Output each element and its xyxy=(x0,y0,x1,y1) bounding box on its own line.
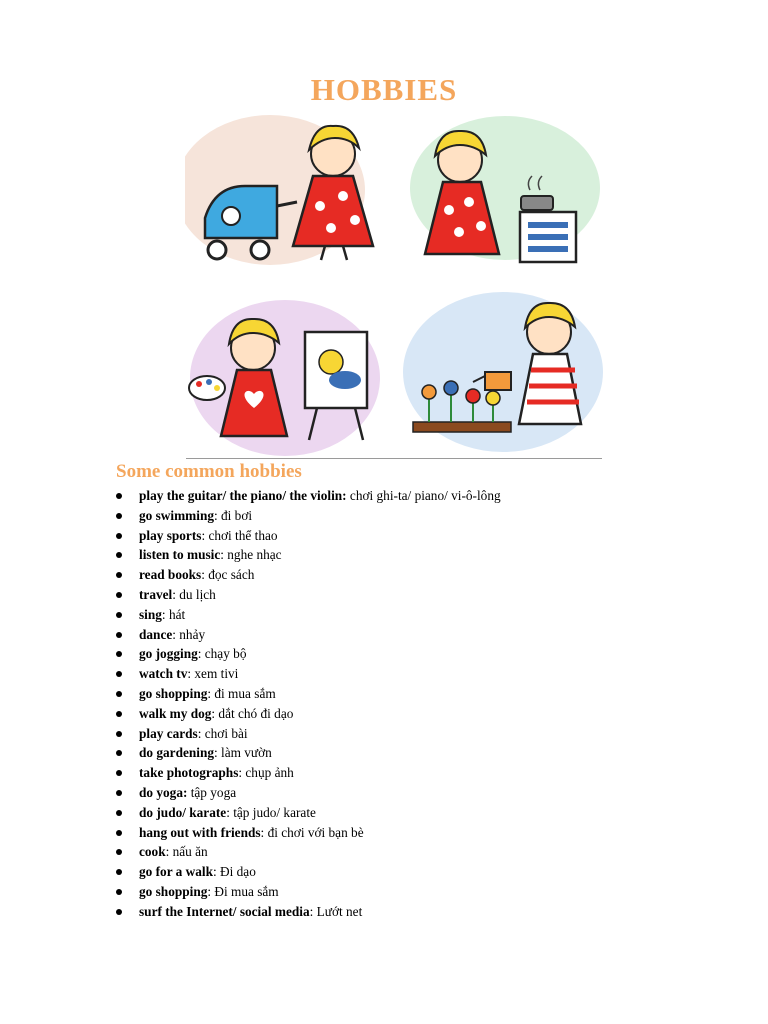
hobby-term: cook xyxy=(139,844,166,860)
bullet-icon xyxy=(116,731,122,737)
hobby-item xyxy=(116,704,501,724)
pram-girl-illustration xyxy=(185,115,373,265)
hobby-term: play the guitar/ the piano/ the violin: xyxy=(139,488,347,503)
hobby-meaning: : Đi dạo xyxy=(213,864,256,880)
hobbies-illustration xyxy=(185,110,605,460)
bullet-icon xyxy=(116,572,122,578)
hobby-term: dance xyxy=(139,626,173,642)
hobby-meaning: chơi ghi-ta/ piano/ vi-ô-lông xyxy=(346,488,501,503)
hobby-item xyxy=(116,902,501,922)
hobby-item xyxy=(116,724,501,744)
hobby-meaning: : Lướt net xyxy=(309,903,363,919)
hobby-term: do gardening xyxy=(139,745,214,761)
bullet-icon xyxy=(116,849,122,855)
hobby-meaning: : chơi thể thao xyxy=(201,527,278,543)
bullet-icon xyxy=(116,869,122,875)
cooking-girl-illustration xyxy=(410,116,600,262)
hobby-term: listen to music xyxy=(139,547,221,563)
hobby-item xyxy=(116,743,501,763)
hobby-term: go shopping xyxy=(139,883,208,899)
hobby-term: go shopping xyxy=(139,685,208,701)
hobby-item xyxy=(116,664,501,684)
hobby-term: go jogging xyxy=(139,646,198,662)
hobby-item xyxy=(116,823,501,843)
hobby-item xyxy=(116,684,501,704)
bullet-icon xyxy=(116,810,122,816)
bullet-icon xyxy=(116,493,122,499)
hobby-meaning: : chụp ảnh xyxy=(238,765,294,781)
hobby-meaning: : nghe nhạc xyxy=(220,547,282,563)
hobby-term: do yoga: xyxy=(139,784,188,800)
hobby-meaning: : du lịch xyxy=(172,586,216,602)
hobby-term: play sports xyxy=(139,527,202,543)
hobby-term: go for a walk xyxy=(139,864,213,880)
hobby-item xyxy=(116,506,501,526)
hobby-meaning: : Đi mua sắm xyxy=(207,883,279,899)
hobby-term: read books xyxy=(139,567,202,583)
hobby-meaning: : làm vườn xyxy=(214,745,272,761)
hobby-meaning: : dắt chó đi dạo xyxy=(211,705,294,721)
hobby-meaning: : đọc sách xyxy=(201,567,255,583)
hobby-term: take photographs xyxy=(139,765,239,781)
hobby-list xyxy=(116,486,501,922)
bullet-icon xyxy=(116,889,122,895)
hobby-item xyxy=(116,605,501,625)
hobby-item xyxy=(116,585,501,605)
bullet-icon xyxy=(116,533,122,539)
bullet-icon xyxy=(116,552,122,558)
hobby-item xyxy=(116,526,501,546)
section-heading: Some common hobbies xyxy=(116,461,302,482)
hobby-meaning: : chơi bài xyxy=(197,725,248,741)
hobby-item xyxy=(116,486,501,506)
hobby-term: surf the Internet/ social media xyxy=(139,903,310,919)
hobby-meaning: : chạy bộ xyxy=(197,646,247,662)
gardening-girl-illustration xyxy=(403,292,603,452)
hobby-term: walk my dog xyxy=(139,705,212,721)
hobby-item xyxy=(116,803,501,823)
hobby-meaning: : nấu ăn xyxy=(165,844,208,860)
bullet-icon xyxy=(116,592,122,598)
hobby-meaning: tập yoga xyxy=(187,784,237,800)
hobby-item xyxy=(116,644,501,664)
bullet-icon xyxy=(116,770,122,776)
bullet-icon xyxy=(116,750,122,756)
bullet-icon xyxy=(116,513,122,519)
bullet-icon xyxy=(116,651,122,657)
hobby-item xyxy=(116,763,501,783)
hobby-item xyxy=(116,842,501,862)
hobby-term: watch tv xyxy=(139,666,188,682)
bullet-icon xyxy=(116,671,122,677)
section-divider xyxy=(186,458,602,459)
hobby-item xyxy=(116,882,501,902)
hobby-item xyxy=(116,783,501,803)
hobby-item xyxy=(116,565,501,585)
hobby-term: do judo/ karate xyxy=(139,804,227,820)
hobby-term: sing xyxy=(139,606,162,622)
bullet-icon xyxy=(116,632,122,638)
hobby-meaning: : đi chơi với bạn bè xyxy=(260,824,364,840)
hobby-item xyxy=(116,862,501,882)
hobby-term: play cards xyxy=(139,725,198,741)
bullet-icon xyxy=(116,612,122,618)
hobby-term: hang out with friends xyxy=(139,824,261,840)
bullet-icon xyxy=(116,790,122,796)
hobby-meaning: : hát xyxy=(161,606,186,622)
hobby-item xyxy=(116,625,501,645)
hobby-meaning: : nhảy xyxy=(172,626,206,642)
hobby-term: travel xyxy=(139,586,173,602)
hobby-item xyxy=(116,545,501,565)
hobby-meaning: : đi bơi xyxy=(213,507,253,523)
page-title: HOBBIES xyxy=(310,72,458,107)
bullet-icon xyxy=(116,909,122,915)
hobby-term: go swimming xyxy=(139,507,214,523)
painting-girl-illustration xyxy=(189,300,380,456)
bullet-icon xyxy=(116,711,122,717)
hobby-meaning: : đi mua sắm xyxy=(207,685,276,701)
bullet-icon xyxy=(116,830,122,836)
hobby-meaning: : xem tivi xyxy=(187,666,239,682)
hobby-meaning: : tập judo/ karate xyxy=(226,804,316,820)
bullet-icon xyxy=(116,691,122,697)
